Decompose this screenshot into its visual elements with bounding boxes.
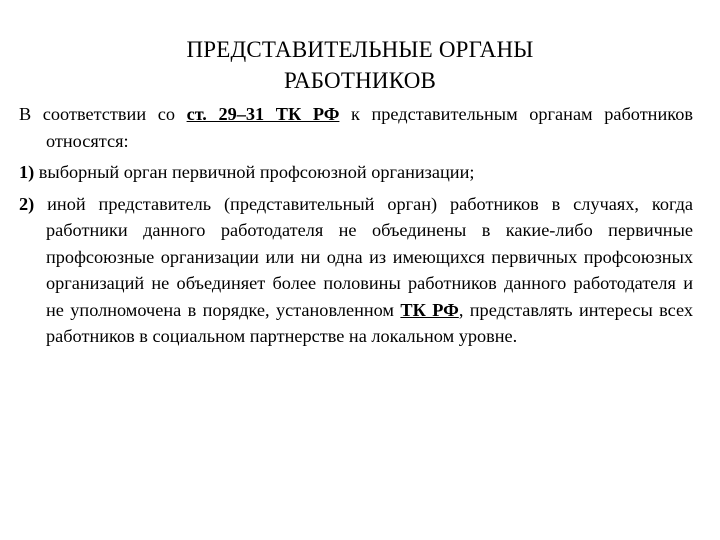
tk-rf-link[interactable]: ТК РФ [400,299,459,320]
list-item-1 [19,159,693,186]
law-reference-link[interactable]: ст. 29–31 ТК РФ [186,104,340,124]
page-title [60,34,660,96]
intro-text-before: В соответствии со [19,104,187,124]
title-line-1: ПРЕДСТАВИТЕЛЬНЫЕ ОРГАНЫ [186,37,534,62]
title-line-2: РАБОТНИКОВ [283,68,437,93]
list-item-1-number: 1) [19,162,35,182]
intro-text-after: к представительным органам работников относятся: [46,104,693,151]
list-item-2 [19,191,693,350]
list-item-2-number: 2) [19,193,35,214]
list-item-2-text-after: , представлять интересы всех работников в социальном партнерстве на локальном уровне. [46,299,693,346]
intro-paragraph [19,101,693,154]
list-item-1-text: выборный орган первичной профсоюзной организации; [34,162,475,182]
body-text [19,101,693,355]
list-item-2-text-before: иной представитель (представительный орган) работников в случаях, когда работники данного работодателя не объединены в какие-либо первичные профсоюзные организации или ни одна из имеющихся первичных профсоюзных организаций не объединяет более половины работников данного работодателя и не уполномочена в порядке, установленном [34,193,693,320]
